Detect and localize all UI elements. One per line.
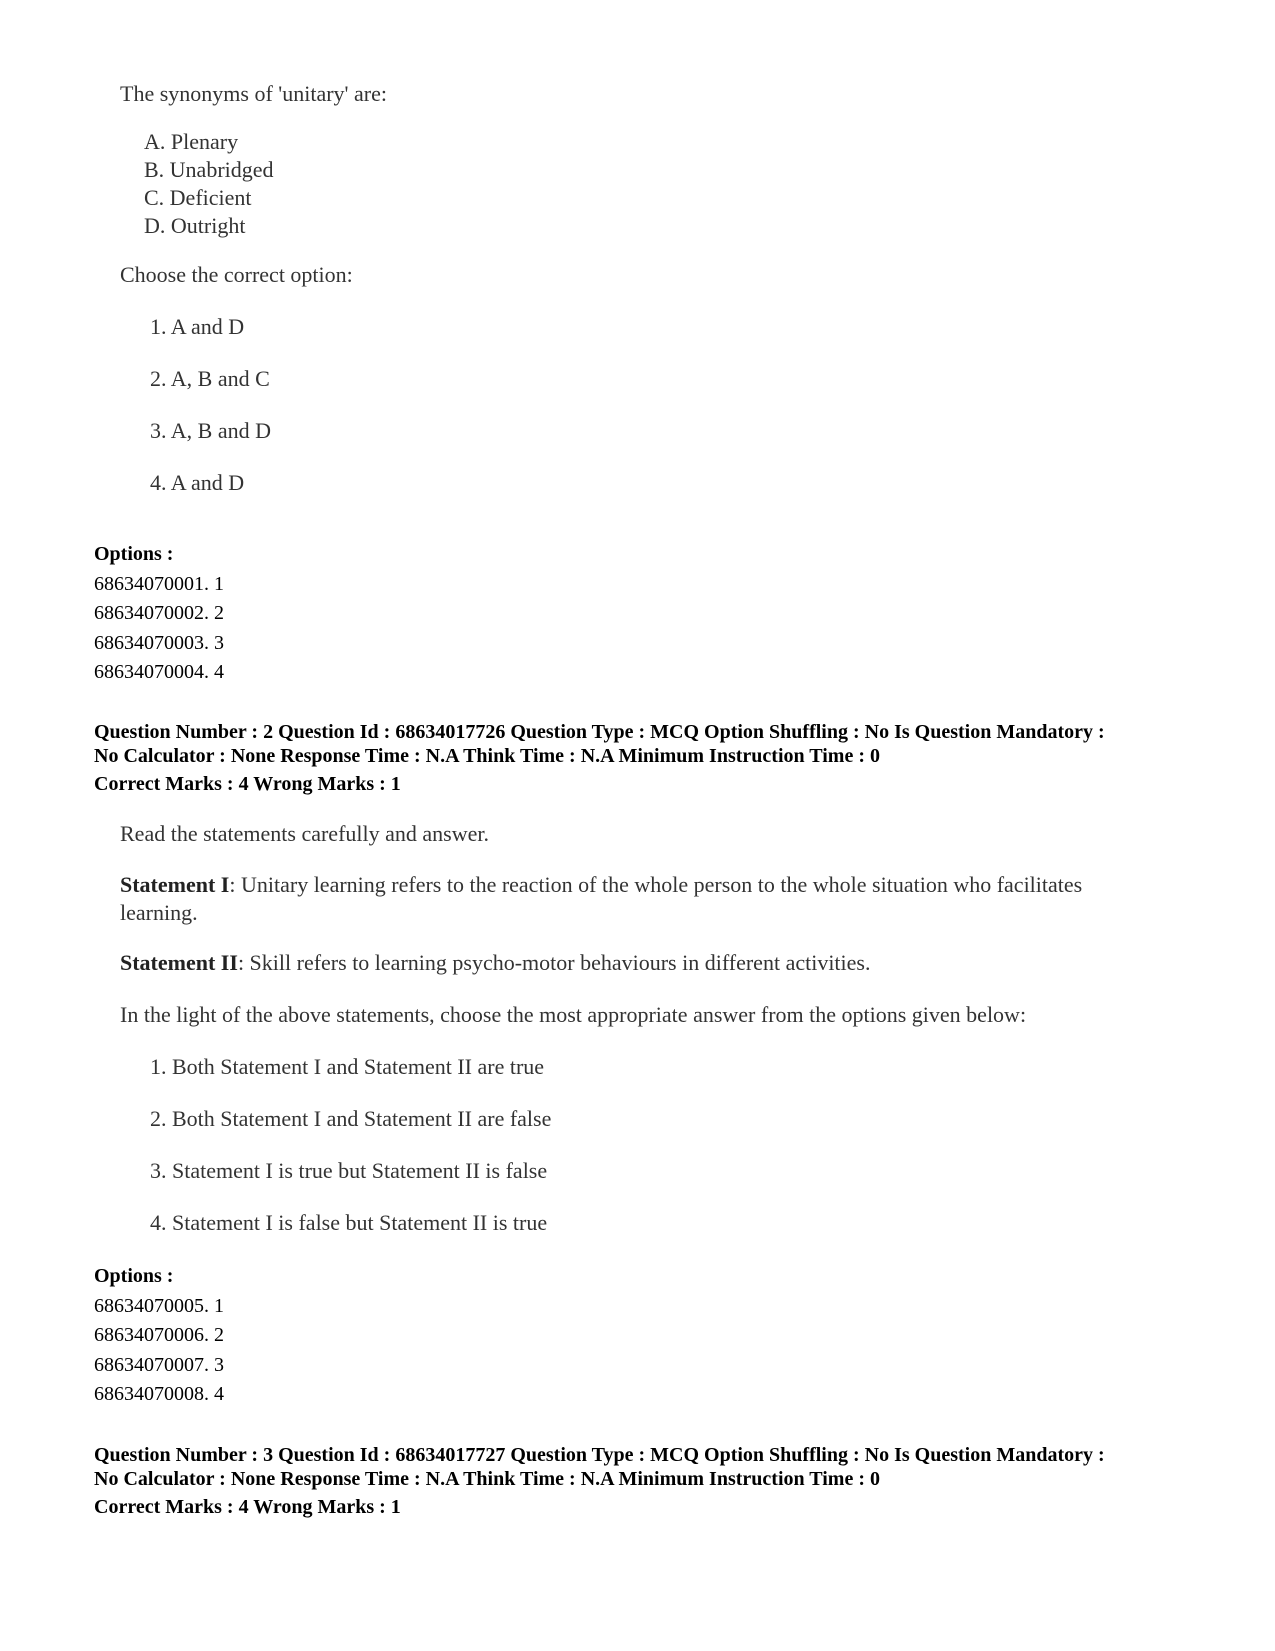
- q2-question-body: [120, 820, 1180, 1237]
- q1-instruction: Choose the correct option:: [120, 262, 353, 287]
- q2-statement-2-text: : Skill refers to learning psycho-motor behaviours in different activities.: [237, 950, 871, 975]
- q2-choice-4: 4. Statement I is false but Statement II is true: [150, 1210, 548, 1235]
- q2-options-header: Options :: [94, 1265, 174, 1287]
- q2-choice-list: [120, 1053, 1180, 1237]
- q2-meta-line-1: Question Number : 2 Question Id : 68634017726 Question Type : MCQ Option Shuffling : No Is Question Mandatory :: [94, 721, 1105, 743]
- q2-marks: Correct Marks : 4 Wrong Marks : 1: [94, 773, 401, 795]
- q2-metadata: [94, 720, 1105, 796]
- q2-statement-1-text: : Unitary learning refers to the reaction of the whole person to the whole situation who facilitates: [229, 872, 1083, 897]
- q2-statement-2: [120, 949, 1180, 977]
- q2-statement-1: [120, 871, 1180, 927]
- q1-choice-list: [120, 313, 387, 497]
- q2-statement-2-label: Statement II: [120, 950, 238, 975]
- q1-option-4: 68634070004. 4: [94, 661, 224, 683]
- q2-meta-line-2: No Calculator : None Response Time : N.A Think Time : N.A Minimum Instruction Time : 0: [94, 745, 880, 767]
- q1-item-c: C. Deficient: [144, 185, 252, 210]
- q1-choice-2: 2. A, B and C: [150, 366, 270, 391]
- q1-question-body: [120, 80, 387, 497]
- q1-choice-3: 3. A, B and D: [150, 418, 271, 443]
- q1-choice-4: 4. A and D: [150, 470, 245, 495]
- q2-choice-3: 3. Statement I is true but Statement II is false: [150, 1158, 548, 1183]
- q3-metadata: [94, 1443, 1105, 1519]
- q3-marks: Correct Marks : 4 Wrong Marks : 1: [94, 1496, 401, 1518]
- q1-options: [94, 540, 224, 688]
- q1-item-b: B. Unabridged: [144, 157, 274, 182]
- q2-choice-2: 2. Both Statement I and Statement II are false: [150, 1106, 552, 1131]
- q2-options: [94, 1262, 224, 1410]
- q1-option-1: 68634070001. 1: [94, 572, 224, 595]
- q3-meta-line-1: Question Number : 3 Question Id : 68634017727 Question Type : MCQ Option Shuffling : No Is Question Mandatory :: [94, 1444, 1105, 1466]
- q2-option-4: 68634070008. 4: [94, 1383, 224, 1405]
- q2-intro: Read the statements carefully and answer.: [120, 821, 489, 846]
- q1-item-a: A. Plenary: [144, 129, 239, 154]
- q1-option-2: 68634070002. 2: [94, 602, 224, 624]
- q2-choice-1: 1. Both Statement I and Statement II are true: [150, 1054, 545, 1079]
- q1-statement-list: [120, 128, 387, 240]
- q3-meta-line-2: No Calculator : None Response Time : N.A Think Time : N.A Minimum Instruction Time : 0: [94, 1468, 880, 1490]
- q1-item-d: D. Outright: [144, 213, 246, 238]
- q1-option-3: 68634070003. 3: [94, 631, 224, 654]
- q2-instruction: In the light of the above statements, choose the most appropriate answer from the options given below:: [120, 1002, 1027, 1027]
- q1-choice-1: 1. A and D: [150, 314, 245, 339]
- q2-option-2: 68634070006. 2: [94, 1324, 224, 1346]
- q1-prompt: The synonyms of 'unitary' are:: [120, 81, 387, 106]
- q2-option-3: 68634070007. 3: [94, 1353, 224, 1376]
- q2-option-1: 68634070005. 1: [94, 1294, 224, 1317]
- q2-statement-1-text-cont: learning.: [120, 900, 198, 925]
- q2-statement-1-label: Statement I: [120, 872, 230, 897]
- q1-options-header: Options :: [94, 543, 174, 565]
